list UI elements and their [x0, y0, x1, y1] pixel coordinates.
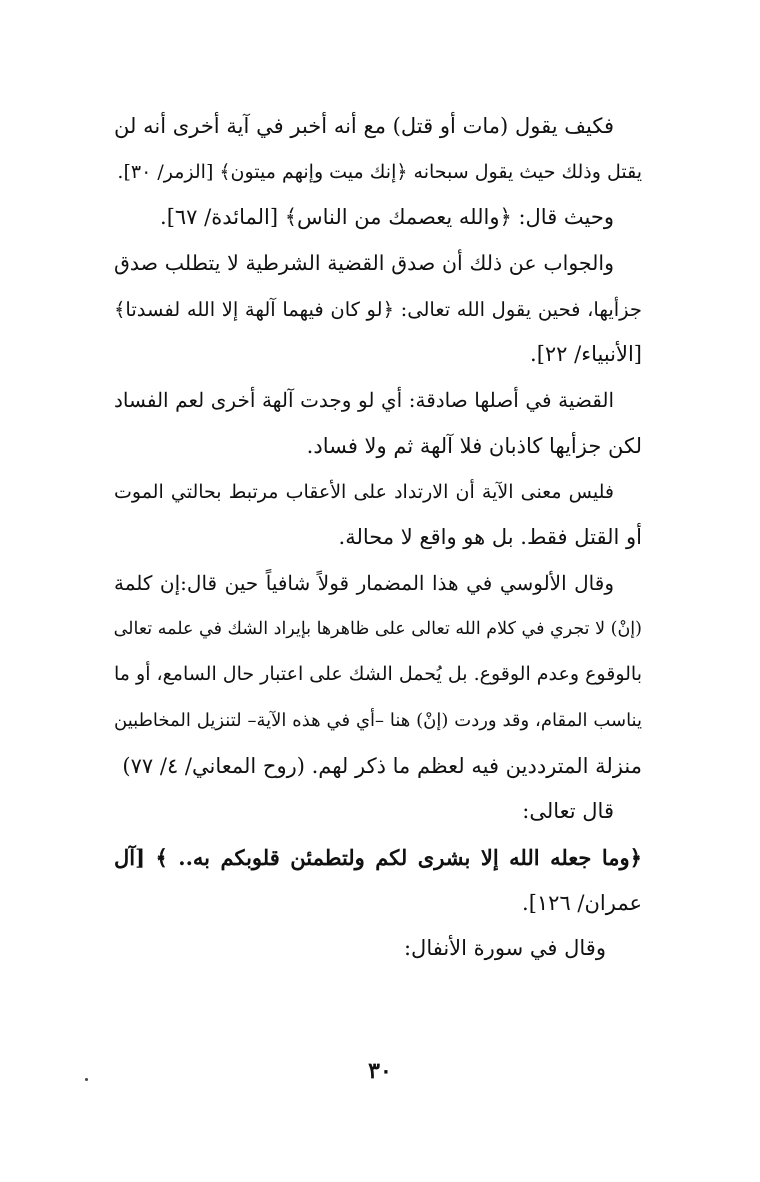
text-line-5: جزأيها، فحين يقول الله تعالى: ﴿لو كان فيهما آلهة إلا الله لفسدتا﴾ — [114, 297, 642, 321]
text-line-19: وقال في سورة الأنفال: — [403, 936, 606, 961]
text-line-17: ﴿وما جعله الله إلا بشرى لكم ولتطمئن قلوبكم به.. ﴾ [آل — [114, 845, 642, 870]
text-line-13: بالوقوع وعدم الوقوع. بل يُحمل الشك على اعتبار حال السامع، أو ما — [114, 663, 642, 686]
text-line-9: فليس معنى الآية أن الارتداد على الأعقاب مرتبط بحالتي الموت — [114, 480, 614, 503]
text-line-7: القضية في أصلها صادقة: أي لو وجدت آلهة أخرى لعم الفساد — [114, 388, 614, 413]
body-text — [114, 104, 642, 972]
text-line-6: [الأنبياء/ ٢٢]. — [530, 342, 642, 367]
scan-speck — [85, 1078, 88, 1081]
text-line-11: وقال الألوسي في هذا المضمار قولاً شافياً حين قال:إن كلمة — [114, 570, 614, 595]
text-line-12: (إنْ) لا تجري في كلام الله تعالى على ظاهرها بإيراد الشك في علمه تعالى — [113, 618, 642, 639]
text-line-2: يقتل وذلك حيث يقول سبحانه ﴿إنك ميت وإنهم ميتون﴾ [الزمر/ ٣٠]. — [117, 160, 642, 183]
page-number: ٣٠ — [368, 1058, 392, 1084]
text-line-10: أو القتل فقط. بل هو واقع لا محالة. — [338, 525, 642, 550]
text-line-1: فكيف يقول (مات أو قتل) مع أنه أخبر في آية أخرى أنه لن — [114, 114, 614, 138]
text-line-4: والجواب عن ذلك أن صدق القضية الشرطية لا يتطلب صدق — [114, 251, 614, 276]
text-line-15: منزلة المترددين فيه لعظم ما ذكر لهم. (روح المعاني/ ٤/ ٧٧) — [122, 753, 642, 778]
text-line-3: وحيث قال: ﴿والله يعصمك من الناس﴾ [المائدة/ ٦٧]. — [160, 205, 614, 230]
text-line-14: يناسب المقام، وقد وردت (إنْ) هنا –أي في هذه الآية– لتنزيل المخاطبين — [114, 709, 642, 731]
text-line-18: عمران/ ١٢٦]. — [522, 890, 642, 915]
text-line-16: قال تعالى: — [522, 799, 614, 824]
text-line-8: لكن جزأيها كاذبان فلا آلهة ثم ولا فساد. — [306, 433, 642, 458]
